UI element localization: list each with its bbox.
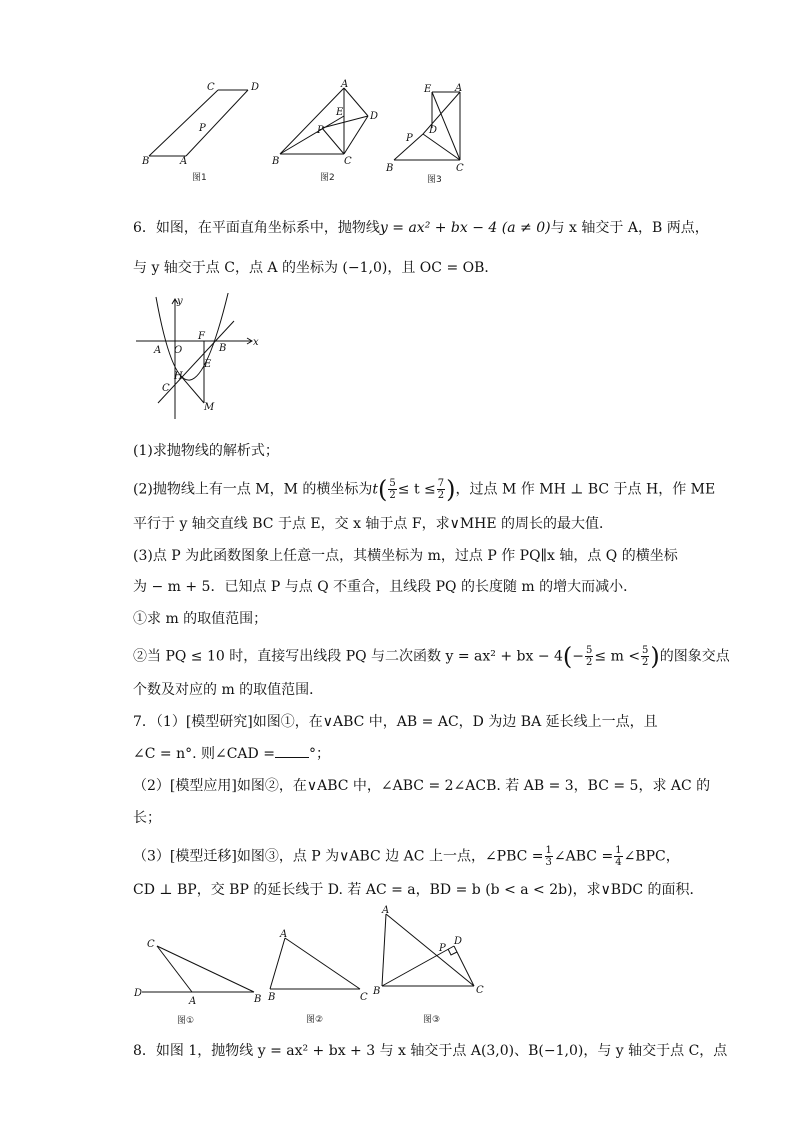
fig1-label-C: C [207, 82, 215, 93]
q6-part2-t: t [372, 481, 379, 498]
frac-num: 5 [586, 645, 593, 656]
frac-den: 2 [586, 657, 593, 668]
q6-part3-sub2: ②当 PQ ≤ 10 时，直接写出线段 PQ 与二次函数 y = ax² + bx − 4(− $\frac{5}{2}$ ≤ m < $\frac{5}{2}$ )的图象交点 [133, 642, 730, 671]
frac-den: 2 [642, 657, 649, 668]
neg-sign: − [572, 648, 585, 665]
q6-part1: (1)求抛物线的解析式； [133, 443, 279, 459]
q7-line3: （2）[模型应用]如图②，在∨ABC 中，∠ABC = 2∠ACB. 若 AB = 3，BC = 5，求 AC 的 [133, 778, 711, 794]
q7f3-label-P: P [439, 943, 446, 954]
fig2-label-A: A [341, 79, 349, 90]
graph-label-C: C [162, 383, 170, 394]
q6-line1-text-b: 与 x 轴交于 A，B 两点， [550, 220, 709, 236]
q7f1-label-B: B [254, 994, 262, 1005]
q7-line6: CD ⊥ BP，交 BP 的延长线于 D. 若 AC = a，BD = b (b < a < 2b)，求∨BDC 的面积． [133, 882, 704, 898]
q6-part3-mid: ≤ m < [594, 648, 641, 665]
q6-line1-text-a: 6．如图，在平面直角坐标系中，抛物线 [133, 220, 380, 236]
q6-line1 [133, 218, 709, 238]
frac-den: 2 [389, 490, 396, 501]
q6-parabola-graph [134, 293, 264, 423]
q7-line1: 7．（1）[模型研究]如图①，在∨ABC 中，AB = AC，D 为边 BA 延长线上一点，且 [133, 714, 658, 730]
fig1-caption: 图1 [192, 173, 207, 183]
q7-line2-text: ∠C = n°. 则∠CAD = [133, 746, 275, 762]
q7f2-label-C: C [360, 992, 368, 1003]
q6-line2: 与 y 轴交于点 C，点 A 的坐标为 (−1,0)，且 OC = OB． [133, 260, 499, 276]
fig3-label-A: A [455, 83, 463, 94]
fig1-label-B: B [142, 156, 150, 167]
q7-degree: °； [308, 746, 330, 762]
q6-part3-line2: 为 − m + 5．已知点 P 与点 Q 不重合，且线段 PQ 的长度随 m 的增大而减小． [133, 579, 638, 595]
q6-part2-line1: (2)抛物线上有一点 M，M 的横坐标为t( $\frac{5}{2}$ ≤ t ≤ $\frac{7}{2}$ )，过点 M 作 MH ⊥ BC 于点 H，作 ME [133, 475, 716, 504]
frac-den: 3 [545, 857, 552, 868]
graph-label-A: A [154, 345, 162, 356]
fig3-label-E: E [424, 84, 432, 95]
graph-label-M: M [204, 402, 215, 413]
graph-label-O: O [174, 345, 183, 356]
q7f3-label-B: B [373, 986, 381, 997]
q8-line1: 8．如图 1，抛物线 y = ax² + bx + 3 与 x 轴交于点 A(3,0)、B(−1,0)，与 y 轴交于点 C，点 [133, 1043, 728, 1059]
q6-part2-mid: ≤ t ≤ [397, 481, 436, 498]
q7-figure-3 [370, 900, 495, 1028]
frac-1-3 [545, 845, 553, 868]
fig1-label-P: P [199, 123, 206, 134]
q7f1-label-A: A [189, 996, 197, 1007]
fig2-label-B: B [272, 156, 280, 167]
q7-line2 [133, 744, 330, 764]
frac-num: 1 [615, 845, 622, 856]
q7f3-label-A: A [382, 905, 390, 916]
frac-7-2 [437, 478, 445, 501]
frac-5-2-b [585, 645, 593, 668]
fig3-label-P: P [406, 133, 413, 144]
fig3-label-C: C [456, 163, 464, 174]
graph-label-F: F [198, 331, 205, 342]
q7-line5-text-a: （3）[模型迁移]如图③，点 P 为∨ABC 边 AC 上一点，∠PBC = [133, 848, 544, 865]
frac-1-4 [614, 845, 622, 868]
frac-5-2-c [641, 645, 649, 668]
q7f1-caption: 图① [177, 1016, 195, 1025]
frac-5-2-a [388, 478, 396, 501]
frac-num: 1 [545, 845, 552, 856]
frac-den: 4 [615, 857, 622, 868]
fig2-label-C: C [344, 156, 352, 167]
frac-num: 5 [642, 645, 649, 656]
figure-1 [140, 78, 270, 188]
q7f2-caption: 图② [306, 1015, 324, 1025]
q6-part3-sub2-line2: 个数及对应的 m 的取值范围． [133, 682, 324, 698]
fig2-label-D: D [370, 111, 379, 122]
fig3-caption: 图3 [427, 175, 442, 185]
graph-label-H: H [174, 371, 183, 382]
q7f1-label-D: D [134, 988, 143, 999]
q7f2-label-A: A [280, 929, 288, 940]
fig1-label-D: D [251, 82, 260, 93]
fig2-label-P: P [317, 125, 324, 136]
q7-line4: 长； [133, 810, 161, 826]
q6-part2-line2: 平行于 y 轴交直线 BC 于点 E，交 x 轴于点 F，求∨MHE 的周长的最大值． [133, 516, 614, 532]
frac-num: 7 [437, 478, 445, 489]
graph-label-y: y [177, 296, 183, 307]
fig2-caption: 图2 [320, 173, 335, 183]
q7f3-label-D: D [454, 936, 463, 947]
q7-line5-text-b: ∠BPC， [623, 848, 680, 865]
answer-blank[interactable] [275, 745, 309, 758]
graph-label-x: x [253, 337, 259, 348]
q7f2-label-B: B [268, 992, 276, 1003]
q7f3-caption: 图③ [423, 1015, 441, 1025]
graph-label-B: B [219, 343, 227, 354]
q6-part3-line1: (3)点 P 为此函数图象上任意一点，其横坐标为 m，过点 P 作 PQ∥x 轴，点 Q 的横坐标 [133, 548, 678, 564]
q6-formula: y = ax² + bx − 4 (a ≠ 0) [379, 220, 551, 236]
fig3-label-B: B [386, 163, 394, 174]
fig3-label-D: D [429, 125, 438, 136]
q7-line5-mid: ∠ABC = [553, 848, 614, 865]
frac-den: 2 [437, 490, 445, 501]
q6-part2-text-b: ，过点 M 作 MH ⊥ BC 于点 H，作 ME [455, 481, 716, 498]
q7-line5 [133, 845, 680, 868]
figure-3 [383, 78, 473, 188]
q6-part3-sub2-text-b: 的图象交点 [659, 648, 730, 665]
frac-num: 5 [389, 478, 396, 489]
q7f3-label-C: C [476, 985, 484, 996]
q6-part3-sub2-text-a: ②当 PQ ≤ 10 时，直接写出线段 PQ 与二次函数 y = ax² + bx − 4 [133, 648, 563, 665]
q6-part3-sub1: ①求 m 的取值范围； [133, 611, 268, 627]
figure-2 [268, 78, 388, 188]
q6-part2-text-a: (2)抛物线上有一点 M，M 的横坐标为 [133, 481, 373, 498]
graph-label-E: E [204, 359, 212, 370]
q7-figure-2 [262, 925, 377, 1025]
fig2-label-E: E [336, 107, 344, 118]
fig1-label-A: A [180, 156, 188, 167]
q7f1-label-C: C [147, 939, 155, 950]
q7-figure-1 [132, 930, 267, 1025]
